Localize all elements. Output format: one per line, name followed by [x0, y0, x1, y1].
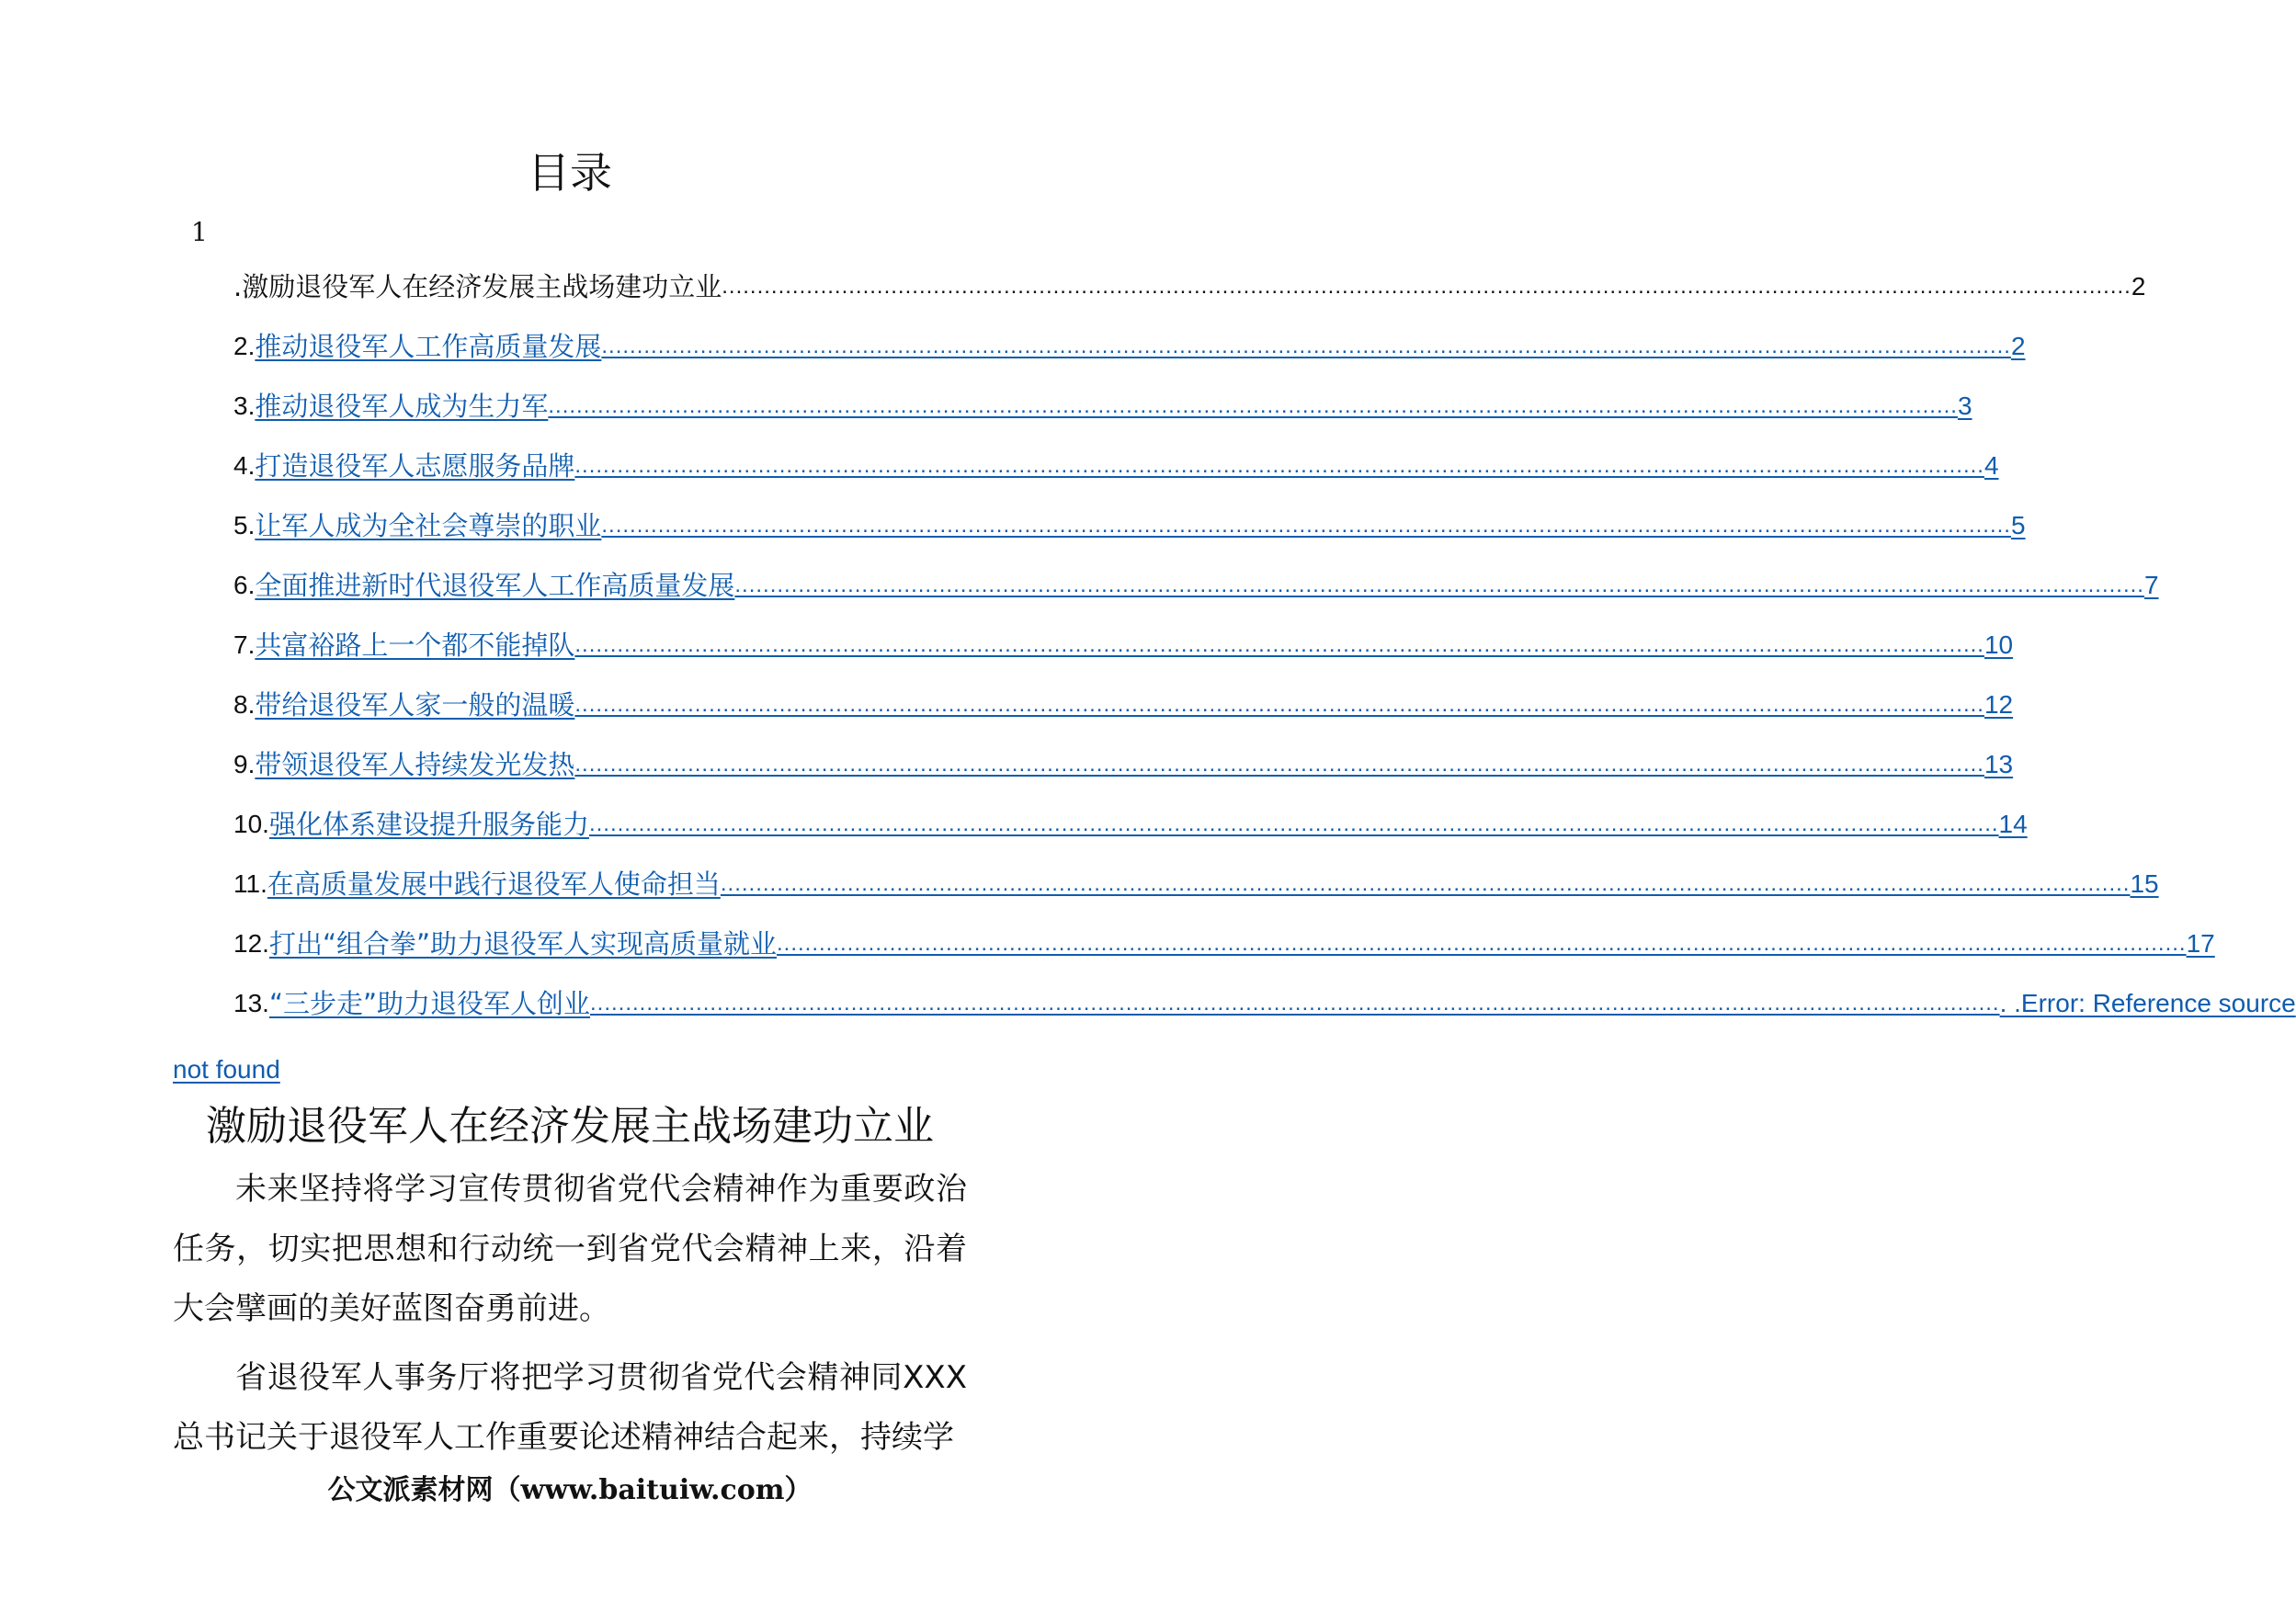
toc-entry-page: 2 [2131, 272, 2146, 301]
toc-error-tail[interactable]: not found [173, 1055, 280, 1084]
body-text [173, 1160, 967, 1477]
toc-entry-page: 10 [1983, 630, 2014, 659]
toc-entry-number: 7. [233, 630, 256, 659]
toc-entry-link[interactable] [268, 985, 2296, 1022]
toc-entry-number: 9. [233, 750, 256, 778]
toc-entry-title: 推动退役军人成为生力军 [255, 391, 549, 422]
toc-entry[interactable] [233, 806, 2028, 866]
toc-entry-number: 3. [233, 392, 256, 420]
toc-entry-number: 6. [233, 571, 256, 599]
toc-level-marker: 1 [191, 217, 208, 247]
toc-entry-title: 共富裕路上一个都不能掉队 [255, 630, 575, 661]
toc-entry-link[interactable] [267, 866, 2159, 902]
toc-entry-number: 13. [233, 989, 269, 1017]
toc-entry-page: 13 [1983, 750, 2014, 778]
toc-entry[interactable] [233, 448, 1999, 507]
toc-entry-title: 推动退役军人工作高质量发展 [255, 331, 602, 362]
toc-dot-leader: ........................................................................................................................................................................................................ [601, 334, 2011, 358]
toc-entry[interactable] [233, 746, 2014, 806]
toc-entry-page: 5 [2010, 511, 2026, 539]
toc-entry-title: 让军人成为全社会尊崇的职业 [255, 510, 602, 541]
toc-entry-title: .激励退役军人在经济发展主战场建功立业 [233, 271, 722, 302]
toc-dot-leader: ........................................................................................................................................................................................................ [722, 274, 2131, 299]
toc-entry-number: 11. [233, 869, 267, 898]
toc-entry-number: 8. [233, 690, 256, 719]
toc-title: 目录 [528, 148, 612, 198]
toc-dot-leader: ........................................................................................................................................................................................................ [574, 632, 1984, 657]
toc-entry-link[interactable] [255, 448, 1999, 484]
toc-entry-page: . .Error: Reference source [1999, 989, 2296, 1017]
toc-entry[interactable] [233, 985, 2296, 1045]
toc-entry-title: 带给退役军人家一般的温暖 [255, 689, 575, 721]
toc-entry-link[interactable] [255, 507, 2026, 544]
toc-entry[interactable] [233, 925, 2215, 985]
toc-dot-leader: ........................................................................................................................................................................................................ [574, 453, 1984, 478]
toc-entry [233, 268, 2146, 328]
toc-entry-link[interactable] [255, 627, 2014, 664]
toc-entry-page: 14 [1998, 810, 2028, 838]
section-heading: 激励退役军人在经济发展主战场建功立业 [206, 1103, 934, 1150]
toc-entry-number: 4. [233, 451, 256, 480]
toc-entry-page: 2 [2010, 332, 2026, 360]
toc-dot-leader: ........................................................................................................................................................................................................ [734, 573, 2144, 597]
toc-entry-page: 7 [2143, 571, 2159, 599]
toc-dot-leader: ........................................................................................................................................................................................................ [574, 692, 1984, 717]
toc-entry-title: 在高质量发展中践行退役军人使命担当 [267, 868, 721, 900]
toc-entry-link[interactable] [255, 328, 2026, 365]
toc-entry-page: 17 [2186, 929, 2215, 958]
toc-entry-link[interactable] [255, 687, 2014, 723]
toc-entry-page: 12 [1983, 690, 2014, 719]
toc-entry[interactable] [233, 866, 2159, 925]
toc-entry-link[interactable] [255, 388, 1972, 425]
table-of-contents [233, 268, 2296, 1045]
toc-entry-link[interactable] [255, 567, 2159, 604]
toc-dot-leader: ........................................................................................................................................................................................................ [777, 931, 2187, 956]
toc-entry[interactable] [233, 328, 2026, 388]
toc-entry-title: 强化体系建设提升服务能力 [268, 809, 589, 840]
toc-entry-link [233, 268, 2146, 305]
toc-dot-leader: ........................................................................................................................................................................................................ [601, 513, 2011, 538]
paragraph: 省退役军人事务厅将把学习贯彻省党代会精神同XXX总书记关于退役军人工作重要论述精神结合起来，持续学 [173, 1359, 967, 1456]
toc-entry[interactable] [233, 687, 2014, 746]
toc-entry[interactable] [233, 627, 2014, 687]
toc-entry[interactable] [233, 388, 1972, 448]
toc-entry-title: “三步走”助力退役军人创业 [268, 988, 590, 1019]
toc-entry-link[interactable] [268, 925, 2215, 962]
toc-entry-number: 2. [233, 332, 256, 360]
toc-entry-number: 5. [233, 511, 256, 539]
toc-entry-title: 打出“组合拳”助力退役军人实现高质量就业 [268, 928, 777, 959]
toc-entry-number: 12. [233, 929, 269, 958]
toc-entry-link[interactable] [268, 806, 2028, 843]
toc-entry-title: 打造退役军人志愿服务品牌 [255, 450, 575, 482]
toc-dot-leader: ........................................................................................................................................................................................................ [574, 752, 1984, 777]
toc-entry[interactable] [233, 507, 2026, 567]
toc-entry-number: 10. [233, 810, 269, 838]
toc-entry-page: 15 [2130, 869, 2159, 898]
toc-entry[interactable] [233, 567, 2159, 627]
toc-dot-leader: ........................................................................................................................................................................................................ [548, 393, 1958, 418]
toc-entry-title: 全面推进新时代退役军人工作高质量发展 [255, 570, 735, 601]
toc-entry-title: 带领退役军人持续发光发热 [255, 749, 575, 780]
toc-dot-leader: ........................................................................................................................................................................................................ [588, 812, 1999, 836]
paragraph: 未来坚持将学习宣传贯彻省党代会精神作为重要政治任务，切实把思想和行动统一到省党代会精神上来，沿着大会擘画的美好蓝图奋勇前进。 [173, 1171, 967, 1327]
page-footer: 公文派素材网（www.baituiw.com） [327, 1474, 813, 1506]
toc-entry-link[interactable] [255, 746, 2014, 783]
toc-dot-leader: ........................................................................................................................................................................................................ [720, 871, 2131, 896]
toc-entry-page: 3 [1957, 392, 1972, 420]
toc-dot-leader: ........................................................................................................................................................................................................ [590, 991, 2000, 1016]
toc-entry-page: 4 [1983, 451, 1999, 480]
